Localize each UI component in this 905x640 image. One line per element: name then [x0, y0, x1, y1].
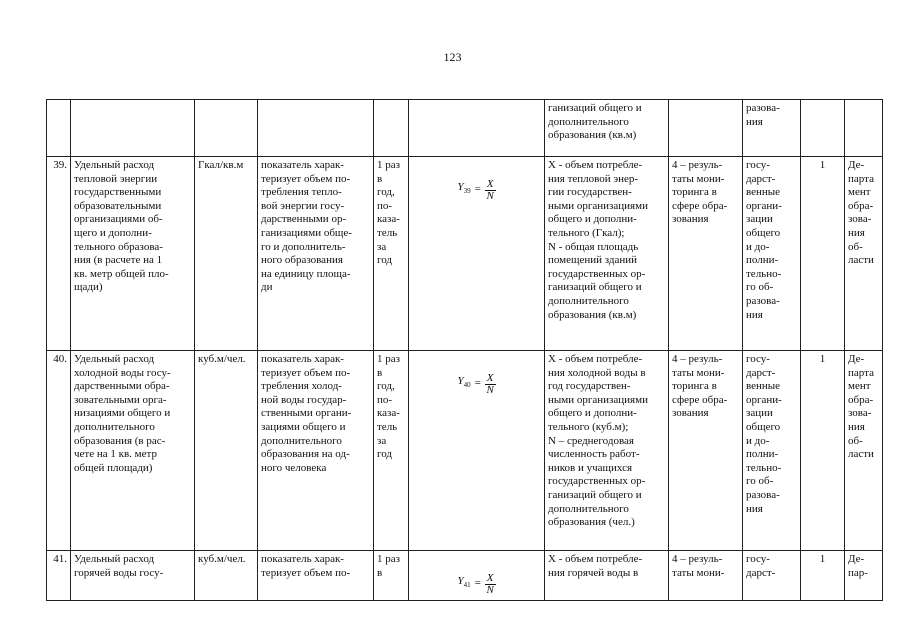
indicator-description: показатель харак- теризует объем по- требления тепло- вой энергии госу- дарственными ор- ганизациями обще- го и дополнитель- ного образования на единицу площа- ди [258, 157, 374, 351]
page-number: 123 [443, 50, 462, 64]
cell-col10 [801, 100, 845, 157]
unit: Гкал/кв.м [195, 157, 258, 351]
formula-variables: X - объем потребле- ния горячей воды в [545, 551, 669, 601]
unit: куб.м/чел. [195, 551, 258, 601]
formula-variables: X - объем потребле- ния тепловой энер- гии государствен- ными организациями общего и дополни- тельного (Гкал); N - общая площадь помещений зданий государственных ор- ганизаций общего и дополнительного образования (кв.м) [545, 157, 669, 351]
subject: госу- дарст- венные органи- зации общего и до- полни- тельно- го об- разова- ния [743, 351, 801, 551]
data-source: 4 – резуль- таты мони- торинга в сфере обра- зования [669, 157, 743, 351]
frequency: 1 раз в год, по- каза- тель за год [374, 157, 409, 351]
row-number: 39. [47, 157, 71, 351]
row-number: 40. [47, 351, 71, 551]
table-row-continuation [47, 100, 883, 157]
cell-resp [845, 100, 883, 157]
table-row-40 [47, 351, 883, 551]
cell-source [669, 100, 743, 157]
formula-fraction: $Y_{39}$ = $\frac{X}{N}$ [457, 177, 494, 202]
cell-desc [258, 100, 374, 157]
cell-name [71, 100, 195, 157]
row-number: 41. [47, 551, 71, 601]
table-row-39 [47, 157, 883, 351]
cell-formula [409, 100, 545, 157]
frequency: 1 раз в год, по- каза- тель за год [374, 351, 409, 551]
cell-vars: ганизаций общего и дополнительного образования (кв.м) [545, 100, 669, 157]
formula-fraction: $Y_{40}$ = $\frac{X}{N}$ [457, 371, 494, 396]
cell-unit [195, 100, 258, 157]
col10-value: 1 [801, 551, 845, 601]
formula [409, 351, 545, 551]
data-source: 4 – резуль- таты мони- торинга в сфере обра- зования [669, 351, 743, 551]
col10-value: 1 [801, 157, 845, 351]
subject: госу- дарст- [743, 551, 801, 601]
indicator-name: Удельный расход тепловой энергии государственными образовательными организациями об- щего и дополни- тельного образова- ния (в расчете на 1 кв. метр общей пло- щади) [71, 157, 195, 351]
formula-variables: X - объем потребле- ния холодной воды в год государствен- ными организациями общего и дополни- тельного (куб.м); N – среднегодовая численность работ- ников и учащихся государственных ор- ганизаций общего и дополнительного образования (чел.) [545, 351, 669, 551]
formula [409, 157, 545, 351]
unit: куб.м/чел. [195, 351, 258, 551]
indicator-table [46, 99, 883, 601]
responsible: Де- парта мент обра- зова- ния об- ласти [845, 351, 883, 551]
frequency: 1 раз в [374, 551, 409, 601]
responsible: Де- парта мент обра- зова- ния об- ласти [845, 157, 883, 351]
cell-freq [374, 100, 409, 157]
subject: госу- дарст- венные органи- зации общего и до- полни- тельно- го об- разова- ния [743, 157, 801, 351]
indicator-description: показатель харак- теризует объем по- [258, 551, 374, 601]
cell-subject: разова- ния [743, 100, 801, 157]
cell-num [47, 100, 71, 157]
indicator-description: показатель харак- теризует объем по- требления холод- ной воды государ- ственными органи- зациями общего и дополнительного образования на од- ного человека [258, 351, 374, 551]
indicator-name: Удельный расход холодной воды госу- дарственными обра- зовательными орга- низациями общего и дополнительного образования (в рас- чете на 1 кв. метр общей площади) [71, 351, 195, 551]
table-row-41 [47, 551, 883, 601]
responsible: Де- пар- [845, 551, 883, 601]
formula-fraction: $Y_{41}$ = $\frac{X}{N}$ [457, 571, 494, 596]
col10-value: 1 [801, 351, 845, 551]
indicator-name: Удельный расход горячей воды госу- [71, 551, 195, 601]
formula [409, 551, 545, 601]
data-source: 4 – резуль- таты мони- [669, 551, 743, 601]
